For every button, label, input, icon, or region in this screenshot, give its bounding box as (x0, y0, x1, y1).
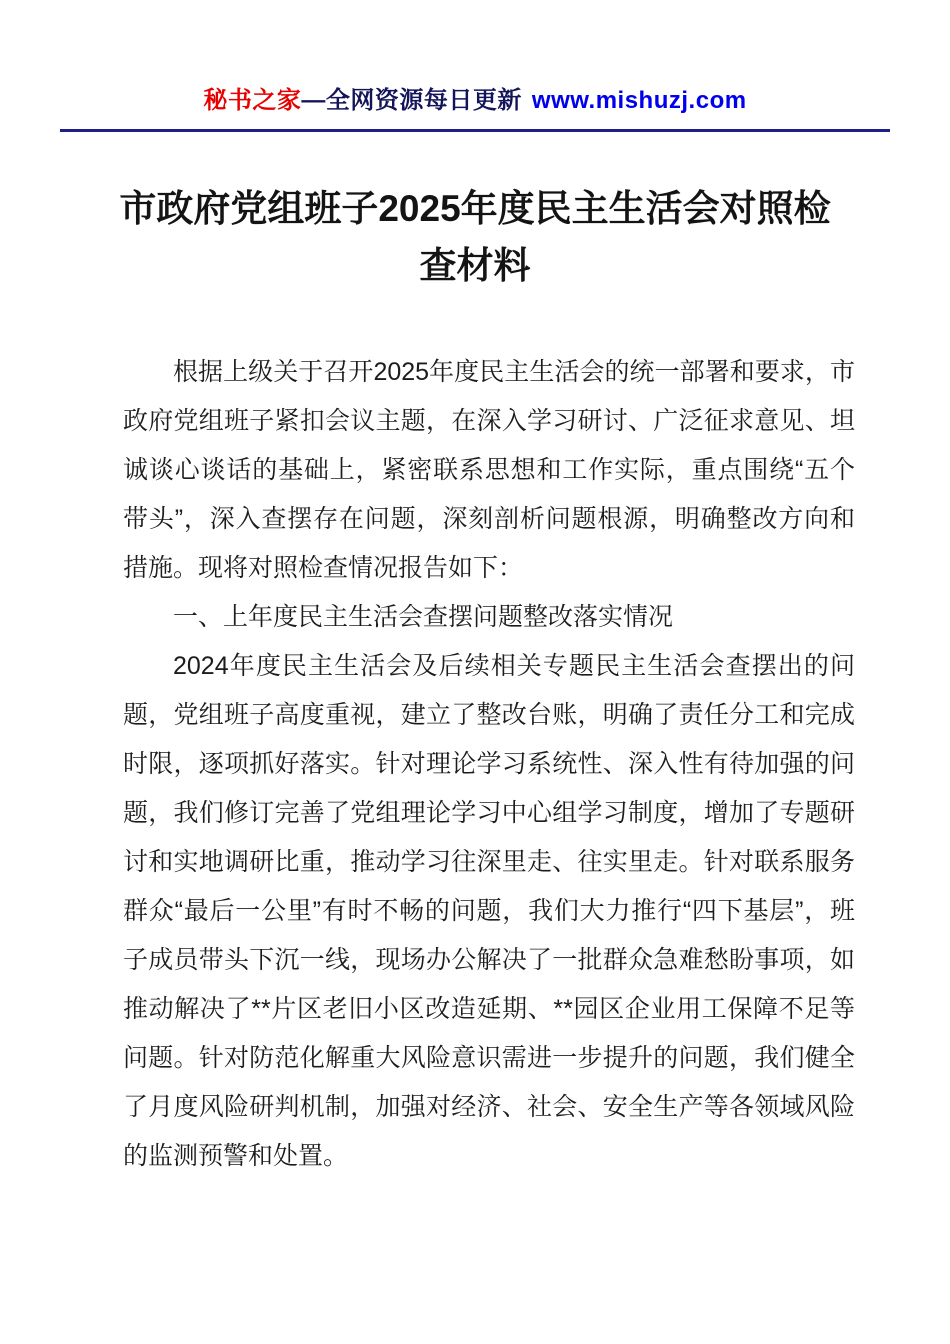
header-divider (60, 129, 890, 132)
paragraph-rectification: 2024年度民主生活会及后续相关专题民主生活会查摆出的问题，党组班子高度重视，建立了整改台账，明确了责任分工和完成时限，逐项抓好落实。针对理论学习系统性、深入性有待加强的问题，我们修订完善了党组理论学习中心组学习制度，增加了专题研讨和实地调研比重，推动学习往深里走、往实里走。针对联系服务群众“最后一公里”有时不畅的问题，我们大力推行“四下基层”，班子成员带头下沉一线，现场办公解决了一批群众急难愁盼事项，如推动解决了**片区老旧小区改造延期、**园区企业用工保障不足等问题。针对防范化解重大风险意识需进一步提升的问题，我们健全了月度风险研判机制，加强对经济、社会、安全生产等各领域风险的监测预警和处置。 (123, 652, 855, 1170)
site-tagline: —全网资源每日更新 (301, 87, 522, 114)
document-body (123, 348, 855, 1181)
section-heading-1: 一、上年度民主生活会查摆问题整改落实情况 (173, 603, 674, 631)
site-header (0, 0, 950, 115)
document-title: 市政府党组班子2025年度民主生活会对照检查材料 (119, 188, 831, 286)
paragraph-intro: 根据上级关于召开2025年度民主生活会的统一部署和要求，市政府党组班子紧扣会议主题，在深入学习研讨、广泛征求意见、坦诚谈心谈话的基础上，紧密联系思想和工作实际，重点围绕“五个带头”，深入查摆存在问题，深刻剖析问题根源，明确整改方向和措施。现将对照检查情况报告如下： (123, 358, 855, 582)
site-url-link[interactable]: www.mishuzj.com (531, 87, 747, 114)
site-brand: 秘书之家 (203, 87, 302, 114)
